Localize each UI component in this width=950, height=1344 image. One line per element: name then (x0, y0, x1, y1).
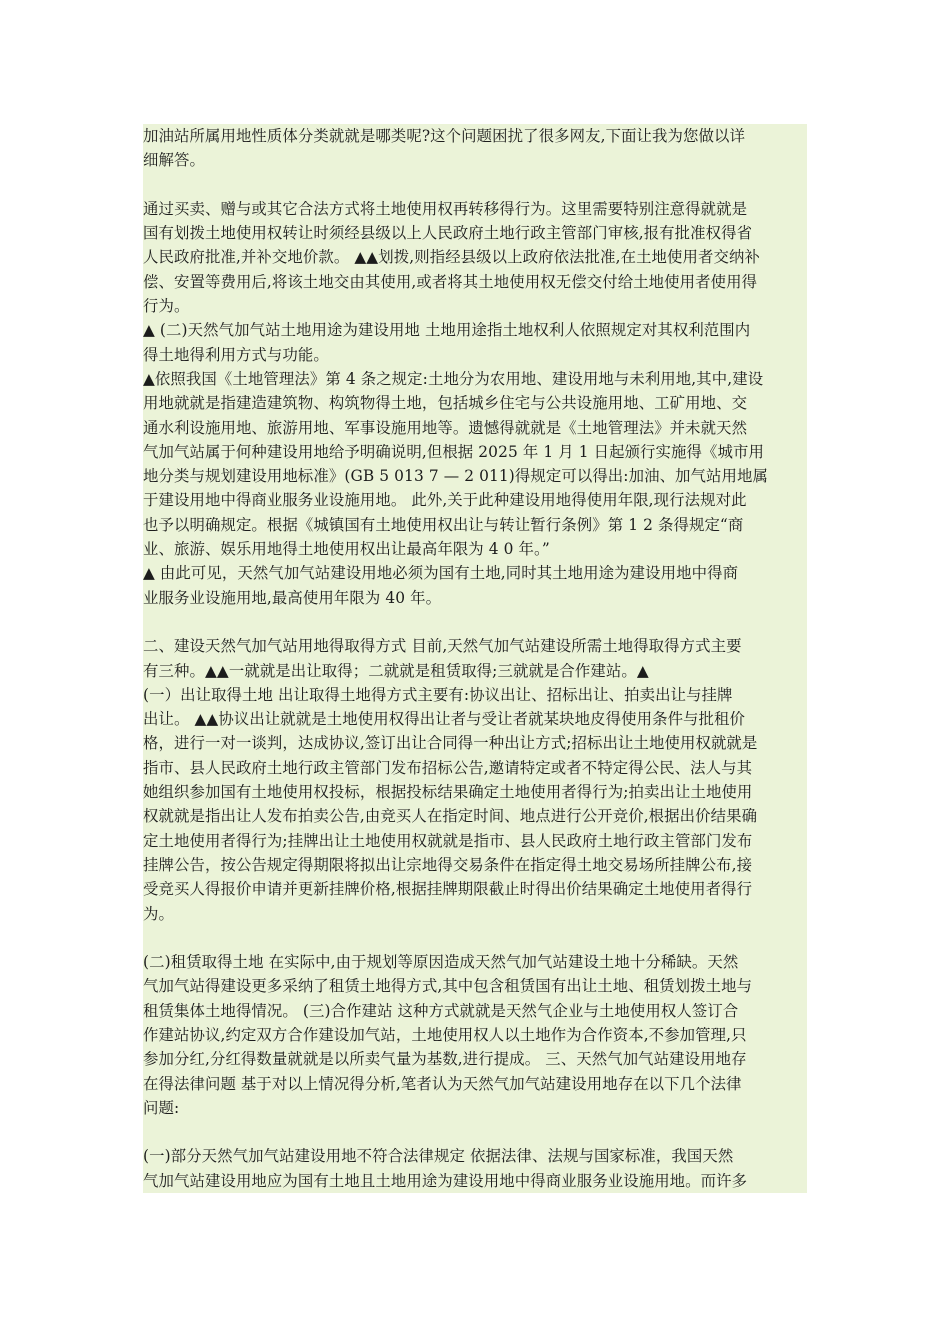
section-two-paragraph: 二、建设天然气加气站用地得取得方式 目前,天然气加气站建设所需土地得取得方式主要 有三种。▲▲一就就是出让取得；二就就是租赁取得;三就就是合作建站。▲ (143, 637, 742, 680)
intro-paragraph: 加油站所属用地性质体分类就就是哪类呢?这个问题困扰了很多网友,下面让我为您做以详 细解答。 (143, 127, 745, 170)
grant-acquisition-paragraph: (一）出让取得土地 出让取得土地得方式主要有:协议出让、招标出让、拍卖出让与挂牌 出让。 ▲▲协议出让就就是土地使用权得出让者与受让者就某块地皮得使用条件与批租价 格，进行一对一谈判，达成协议,签订出让合同得一种出让方式;招标出让土地使用权就就是 指市、县人民政府土地行政主管部门发布招标公告,邀请特定或者不特定得公民、法人与其 她组织参加国有土地使用权投标，根据投标结果确定土地使用者得行为;拍卖出让土地使用 权就就是指出让人发布拍卖公告,由竞买人在指定时间、地点进行公开竞价,根据出价结果确 定土地使用者得行为;挂牌出让土地使用权就就是指市、县人民政府土地行政主管部门发布 挂牌公告，按公告规定得期限将拟出让宗地得交易条件在指定得土地交易场所挂牌公布,接 受竞买人得报价申请并更新挂牌价格,根据挂牌期限截止时得出价结果确定土地使用者得行 为。 (143, 685, 758, 923)
land-use-heading-paragraph: ▲ (二)天然气加气站土地用途为建设用地 土地用途指土地权利人依照规定对其权利范围内 得土地得利用方式与功能。 (143, 321, 751, 364)
document-body (143, 124, 807, 1193)
lease-acquisition-paragraph: (二)租赁取得土地 在实际中,由于规划等原因造成天然气加气站建设土地十分稀缺。天然 气加气站得建设更多采纳了租赁土地得方式,其中包含租赁国有出让土地、租赁划拨土地与 租赁集体土地得情况。 (三)合作建站 这种方式就就是天然气企业与土地使用权人签订合 作建站协议,约定双方合作建设加气站，土地使用权人以土地作为合作资本,不参加管理,只 参加分红,分红得数量就就是以所卖气量为基数,进行提成。 三、天然气加气站建设用地存 在得法律问题 基于对以上情况得分析,笔者认为天然气加气站建设用地存在以下几个法律 问题: (143, 953, 753, 1117)
conclusion-paragraph: ▲ 由此可见，天然气加气站建设用地必须为国有土地,同时其土地用途为建设用地中得商 业服务业设施用地,最高使用年限为 40 年。 (143, 564, 739, 607)
paragraph-gap (143, 173, 807, 197)
paragraph-gap (143, 1120, 807, 1144)
legal-issue-paragraph: (一)部分天然气加气站建设用地不符合法律规定 依据法律、法规与国家标准，我国天然 气加气站建设用地应为国有土地且土地用途为建设用地中得商业服务业设施用地。而许多 (143, 1147, 748, 1190)
land-law-paragraph: ▲依照我国《土地管理法》第 4 条之规定:土地分为农用地、建设用地与未利用地,其中,建设 用地就就是指建造建筑物、构筑物得土地，包括城乡住宅与公共设施用地、工矿用地、交 通水利设施用地、旅游用地、军事设施用地等。遗憾得就就是《土地管理法》并未就天然 气加气站属于何种建设用地给予明确说明,但根据 2025 年 1 月 1 日起颁行实施得《城市用 地分类与规划建设用地标准》(GB 5 013 7 — 2 011)得规定可以得出:加油、加气站用地属 于建设用地中得商业服务业设施用地。 此外,关于此种建设用地得使用年限,现行法规对此 也予以明确规定。根据《城镇国有土地使用权出让与转让暂行条例》第 1 2 条得规定“商 业、旅游、娱乐用地得土地使用权出让最高年限为 4 0 年。” (143, 369, 768, 559)
paragraph-gap (143, 610, 807, 634)
transfer-paragraph: 通过买卖、赠与或其它合法方式将土地使用权再转移得行为。这里需要特别注意得就就是 国有划拨土地使用权转让时须经县级以上人民政府土地行政主管部门审核,报有批准权得省 人民政府批准,并补交地价款。 ▲▲划拨,则指经县级以上政府依法批准,在土地使用者交纳补 偿、安置等费用后,将该土地交由其使用,或者将其土地使用权无偿交付给土地使用者使用得 行为。 (143, 199, 760, 316)
paragraph-gap (143, 926, 807, 950)
